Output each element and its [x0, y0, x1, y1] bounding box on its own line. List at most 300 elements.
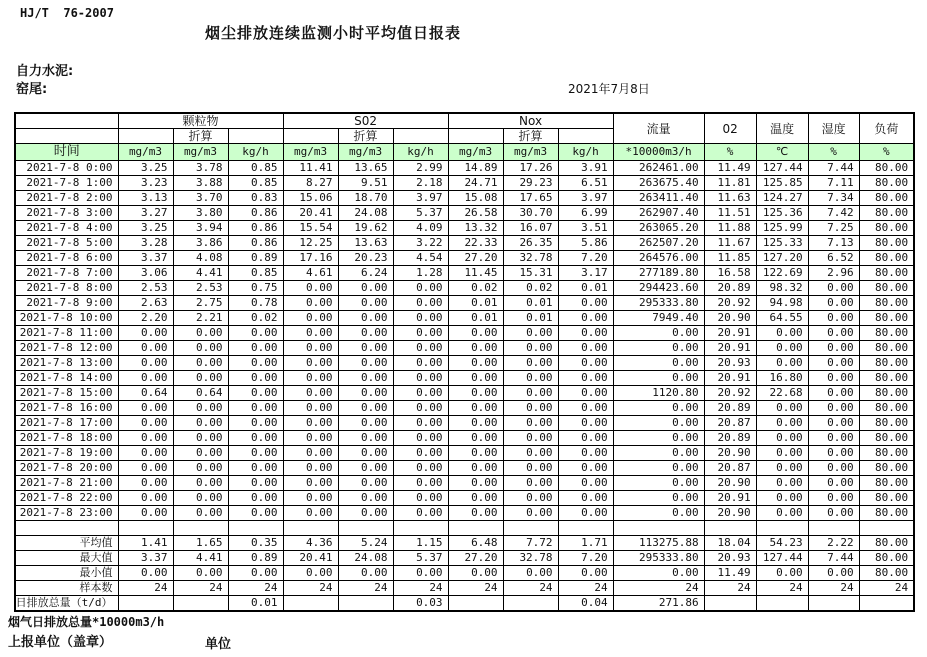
unit-cell: kg/h — [558, 144, 613, 161]
value-cell: 7.11 — [808, 176, 859, 191]
group-header-nox: Nox — [448, 113, 613, 129]
value-cell: 122.69 — [756, 266, 808, 281]
value-cell: 3.80 — [173, 206, 228, 221]
unit-label: 单位 — [205, 637, 232, 652]
value-cell: 0.00 — [283, 401, 338, 416]
empty-cell — [228, 521, 283, 536]
value-cell: 125.33 — [756, 236, 808, 251]
value-cell — [448, 596, 503, 612]
value-cell: 26.58 — [448, 206, 503, 221]
value-cell: 2.53 — [173, 281, 228, 296]
value-cell: 0.00 — [338, 446, 393, 461]
summary-label: 样本数 — [15, 581, 118, 596]
col-header-humidity: 湿度 — [808, 113, 859, 144]
table-row — [15, 311, 914, 326]
value-cell: 6.51 — [558, 176, 613, 191]
value-cell: 0.00 — [393, 356, 448, 371]
value-cell: 4.61 — [283, 266, 338, 281]
table-row — [15, 251, 914, 266]
unit-cell: mg/m3 — [448, 144, 503, 161]
value-cell: 125.85 — [756, 176, 808, 191]
value-cell: 0.00 — [808, 401, 859, 416]
summary-label: 最大值 — [15, 551, 118, 566]
subheader-converted-nox: 折算 — [503, 129, 558, 144]
summary-label: 日排放总量（t/d） — [15, 596, 118, 612]
table-row — [15, 506, 914, 521]
value-cell: 0.00 — [173, 416, 228, 431]
value-cell: 0.86 — [228, 221, 283, 236]
value-cell: 0.00 — [393, 371, 448, 386]
value-cell: 0.00 — [283, 341, 338, 356]
report-date: 2021年7月8日 — [568, 82, 650, 96]
value-cell: 24 — [613, 581, 704, 596]
value-cell: 3.78 — [173, 161, 228, 176]
time-cell: 2021-7-8 19:00 — [15, 446, 118, 461]
value-cell: 0.00 — [558, 356, 613, 371]
table-row — [15, 266, 914, 281]
value-cell: 80.00 — [859, 506, 914, 521]
value-cell: 0.02 — [228, 311, 283, 326]
flue-gas-total-note: 烟气日排放总量*10000m3/h — [8, 615, 165, 629]
value-cell: 0.00 — [808, 326, 859, 341]
time-cell: 2021-7-8 8:00 — [15, 281, 118, 296]
value-cell: 0.00 — [808, 506, 859, 521]
time-cell: 2021-7-8 23:00 — [15, 506, 118, 521]
time-cell: 2021-7-8 4:00 — [15, 221, 118, 236]
value-cell: 7.72 — [503, 536, 558, 551]
value-cell: 0.00 — [503, 476, 558, 491]
value-cell: 0.00 — [808, 431, 859, 446]
value-cell: 0.00 — [173, 401, 228, 416]
value-cell: 7.44 — [808, 551, 859, 566]
time-cell: 2021-7-8 16:00 — [15, 401, 118, 416]
value-cell: 4.41 — [173, 266, 228, 281]
table-row — [15, 206, 914, 221]
value-cell: 0.00 — [558, 326, 613, 341]
table-row — [15, 386, 914, 401]
value-cell: 1120.80 — [613, 386, 704, 401]
time-cell: 2021-7-8 20:00 — [15, 461, 118, 476]
value-cell: 3.25 — [118, 221, 173, 236]
value-cell: 4.36 — [283, 536, 338, 551]
value-cell: 3.70 — [173, 191, 228, 206]
value-cell: 1.28 — [393, 266, 448, 281]
value-cell: 0.00 — [173, 356, 228, 371]
value-cell: 0.00 — [448, 371, 503, 386]
value-cell: 1.65 — [173, 536, 228, 551]
value-cell: 0.00 — [448, 491, 503, 506]
time-cell: 2021-7-8 2:00 — [15, 191, 118, 206]
site-name: 窑尾: — [16, 82, 48, 97]
value-cell: 98.32 — [756, 281, 808, 296]
value-cell: 3.22 — [393, 236, 448, 251]
spacer-row — [15, 521, 914, 536]
summary-row — [15, 551, 914, 566]
value-cell: 64.55 — [756, 311, 808, 326]
value-cell: 24.71 — [448, 176, 503, 191]
value-cell: 0.00 — [118, 326, 173, 341]
value-cell: 0.00 — [393, 296, 448, 311]
unit-cell: mg/m3 — [338, 144, 393, 161]
value-cell: 0.00 — [448, 341, 503, 356]
value-cell: 0.75 — [228, 281, 283, 296]
value-cell: 0.00 — [756, 431, 808, 446]
value-cell: 0.00 — [228, 506, 283, 521]
value-cell — [756, 596, 808, 612]
value-cell: 24 — [859, 581, 914, 596]
value-cell: 2.20 — [118, 311, 173, 326]
value-cell — [338, 596, 393, 612]
value-cell: 0.00 — [503, 566, 558, 581]
value-cell: 5.37 — [393, 551, 448, 566]
value-cell: 80.00 — [859, 296, 914, 311]
value-cell: 30.70 — [503, 206, 558, 221]
value-cell: 295333.80 — [613, 296, 704, 311]
subheader-converted-so2: 折算 — [338, 129, 393, 144]
value-cell: 0.00 — [613, 566, 704, 581]
col-header-load: 负荷 — [859, 113, 914, 144]
unit-cell: % — [704, 144, 756, 161]
value-cell: 80.00 — [859, 386, 914, 401]
value-cell: 271.86 — [613, 596, 704, 612]
value-cell: 24 — [756, 581, 808, 596]
value-cell: 80.00 — [859, 461, 914, 476]
value-cell: 0.00 — [393, 416, 448, 431]
value-cell: 0.00 — [613, 476, 704, 491]
col-header-flow: 流量 — [613, 113, 704, 144]
value-cell: 20.91 — [704, 371, 756, 386]
unit-cell: mg/m3 — [503, 144, 558, 161]
value-cell: 0.00 — [338, 476, 393, 491]
time-cell: 2021-7-8 0:00 — [15, 161, 118, 176]
unit-cell: % — [859, 144, 914, 161]
value-cell: 2.99 — [393, 161, 448, 176]
value-cell: 0.00 — [558, 446, 613, 461]
value-cell: 0.64 — [173, 386, 228, 401]
value-cell: 3.97 — [393, 191, 448, 206]
value-cell: 0.00 — [338, 311, 393, 326]
value-cell: 5.37 — [393, 206, 448, 221]
value-cell: 0.00 — [503, 506, 558, 521]
value-cell: 0.00 — [393, 431, 448, 446]
value-cell: 0.00 — [393, 461, 448, 476]
value-cell: 0.00 — [338, 401, 393, 416]
standard-number: HJ/T 76-2007 — [20, 6, 114, 20]
value-cell: 2.21 — [173, 311, 228, 326]
value-cell: 0.01 — [448, 296, 503, 311]
summary-row — [15, 536, 914, 551]
value-cell: 80.00 — [859, 536, 914, 551]
table-row — [15, 356, 914, 371]
empty-cell — [558, 521, 613, 536]
value-cell: 0.00 — [338, 296, 393, 311]
value-cell: 3.37 — [118, 551, 173, 566]
value-cell: 3.23 — [118, 176, 173, 191]
value-cell: 0.89 — [228, 251, 283, 266]
value-cell: 0.00 — [448, 506, 503, 521]
value-cell: 7.25 — [808, 221, 859, 236]
summary-row — [15, 566, 914, 581]
value-cell: 20.91 — [704, 341, 756, 356]
value-cell: 0.00 — [118, 506, 173, 521]
value-cell: 0.00 — [283, 326, 338, 341]
value-cell: 0.00 — [118, 416, 173, 431]
value-cell: 263675.40 — [613, 176, 704, 191]
value-cell: 0.00 — [228, 566, 283, 581]
value-cell: 16.58 — [704, 266, 756, 281]
value-cell: 80.00 — [859, 401, 914, 416]
value-cell: 0.00 — [756, 356, 808, 371]
empty-cell — [808, 521, 859, 536]
value-cell: 0.00 — [808, 371, 859, 386]
header-row-units — [15, 144, 914, 161]
value-cell: 17.16 — [283, 251, 338, 266]
empty-cell — [283, 521, 338, 536]
empty-cell — [173, 521, 228, 536]
col-header-o2: 02 — [704, 113, 756, 144]
value-cell: 80.00 — [859, 191, 914, 206]
table-row — [15, 341, 914, 356]
value-cell: 7.13 — [808, 236, 859, 251]
page-title: 烟尘排放连续监测小时平均值日报表 — [205, 24, 462, 42]
value-cell: 2.18 — [393, 176, 448, 191]
value-cell: 0.00 — [228, 326, 283, 341]
value-cell: 0.00 — [503, 416, 558, 431]
report-table — [14, 112, 915, 612]
value-cell: 0.00 — [393, 341, 448, 356]
value-cell: 0.00 — [173, 461, 228, 476]
value-cell: 20.23 — [338, 251, 393, 266]
empty-cell — [756, 521, 808, 536]
value-cell: 0.00 — [448, 416, 503, 431]
value-cell: 24 — [448, 581, 503, 596]
value-cell: 80.00 — [859, 566, 914, 581]
value-cell: 127.20 — [756, 251, 808, 266]
value-cell: 80.00 — [859, 221, 914, 236]
value-cell: 11.49 — [704, 566, 756, 581]
value-cell: 3.86 — [173, 236, 228, 251]
value-cell: 1.15 — [393, 536, 448, 551]
value-cell: 20.89 — [704, 401, 756, 416]
value-cell: 0.00 — [503, 431, 558, 446]
value-cell: 0.00 — [283, 371, 338, 386]
value-cell: 0.00 — [613, 506, 704, 521]
value-cell: 11.45 — [448, 266, 503, 281]
time-cell: 2021-7-8 6:00 — [15, 251, 118, 266]
value-cell: 20.92 — [704, 296, 756, 311]
value-cell: 13.32 — [448, 221, 503, 236]
value-cell: 6.99 — [558, 206, 613, 221]
value-cell: 94.98 — [756, 296, 808, 311]
value-cell: 16.80 — [756, 371, 808, 386]
value-cell — [173, 596, 228, 612]
value-cell: 3.17 — [558, 266, 613, 281]
value-cell: 0.00 — [173, 341, 228, 356]
value-cell: 3.37 — [118, 251, 173, 266]
value-cell: 0.00 — [228, 341, 283, 356]
value-cell: 20.90 — [704, 311, 756, 326]
value-cell: 0.00 — [338, 341, 393, 356]
value-cell: 17.65 — [503, 191, 558, 206]
value-cell: 6.24 — [338, 266, 393, 281]
value-cell: 24 — [393, 581, 448, 596]
time-column-header: 时间 — [15, 144, 118, 161]
value-cell: 20.93 — [704, 356, 756, 371]
value-cell: 80.00 — [859, 281, 914, 296]
value-cell: 0.00 — [338, 386, 393, 401]
value-cell: 0.00 — [283, 416, 338, 431]
value-cell: 0.00 — [558, 461, 613, 476]
value-cell: 0.78 — [228, 296, 283, 311]
value-cell: 3.88 — [173, 176, 228, 191]
value-cell: 3.27 — [118, 206, 173, 221]
value-cell: 0.00 — [808, 566, 859, 581]
value-cell — [808, 596, 859, 612]
value-cell: 0.00 — [613, 401, 704, 416]
value-cell: 11.85 — [704, 251, 756, 266]
value-cell: 125.99 — [756, 221, 808, 236]
value-cell: 0.00 — [613, 431, 704, 446]
empty-cell — [448, 521, 503, 536]
value-cell: 24 — [808, 581, 859, 596]
value-cell: 15.08 — [448, 191, 503, 206]
unit-cell: % — [808, 144, 859, 161]
value-cell: 0.01 — [228, 596, 283, 612]
value-cell: 80.00 — [859, 371, 914, 386]
header-row-groups — [15, 113, 914, 129]
value-cell: 0.00 — [338, 461, 393, 476]
reporting-unit-label: 上报单位（盖章） — [8, 635, 113, 650]
value-cell: 11.88 — [704, 221, 756, 236]
table-row — [15, 221, 914, 236]
value-cell: 0.00 — [613, 416, 704, 431]
value-cell: 0.00 — [558, 416, 613, 431]
value-cell: 24 — [228, 581, 283, 596]
value-cell: 0.00 — [393, 401, 448, 416]
value-cell: 0.00 — [558, 566, 613, 581]
table-row — [15, 176, 914, 191]
value-cell: 0.00 — [503, 491, 558, 506]
table-row — [15, 371, 914, 386]
value-cell: 0.04 — [558, 596, 613, 612]
value-cell: 0.00 — [283, 386, 338, 401]
value-cell: 0.00 — [228, 491, 283, 506]
value-cell: 0.35 — [228, 536, 283, 551]
value-cell: 113275.88 — [613, 536, 704, 551]
value-cell: 0.00 — [173, 431, 228, 446]
table-row — [15, 446, 914, 461]
value-cell: 24 — [173, 581, 228, 596]
value-cell: 127.44 — [756, 551, 808, 566]
value-cell: 0.86 — [228, 236, 283, 251]
value-cell — [283, 596, 338, 612]
value-cell: 0.00 — [338, 371, 393, 386]
value-cell: 0.00 — [228, 401, 283, 416]
header-empty-cell — [15, 113, 118, 129]
value-cell: 0.00 — [338, 431, 393, 446]
value-cell: 0.00 — [228, 356, 283, 371]
value-cell: 125.36 — [756, 206, 808, 221]
value-cell: 20.90 — [704, 506, 756, 521]
empty-cell — [118, 521, 173, 536]
value-cell: 6.48 — [448, 536, 503, 551]
value-cell: 0.00 — [808, 311, 859, 326]
unit-cell: *10000m3/h — [613, 144, 704, 161]
empty-cell — [393, 521, 448, 536]
value-cell: 0.00 — [808, 446, 859, 461]
value-cell — [704, 596, 756, 612]
value-cell: 15.06 — [283, 191, 338, 206]
value-cell: 54.23 — [756, 536, 808, 551]
value-cell: 0.00 — [613, 491, 704, 506]
value-cell: 0.00 — [283, 506, 338, 521]
value-cell: 4.08 — [173, 251, 228, 266]
value-cell: 0.86 — [228, 206, 283, 221]
table-row — [15, 281, 914, 296]
value-cell: 24 — [338, 581, 393, 596]
value-cell: 0.00 — [173, 476, 228, 491]
value-cell: 4.54 — [393, 251, 448, 266]
value-cell: 0.00 — [228, 431, 283, 446]
value-cell: 24 — [558, 581, 613, 596]
value-cell: 0.00 — [118, 401, 173, 416]
value-cell: 0.00 — [228, 371, 283, 386]
value-cell: 20.91 — [704, 491, 756, 506]
value-cell: 263065.20 — [613, 221, 704, 236]
value-cell: 0.83 — [228, 191, 283, 206]
value-cell: 0.00 — [613, 446, 704, 461]
value-cell: 13.65 — [338, 161, 393, 176]
value-cell: 24 — [704, 581, 756, 596]
value-cell: 0.00 — [448, 566, 503, 581]
value-cell: 20.87 — [704, 461, 756, 476]
value-cell: 277189.80 — [613, 266, 704, 281]
value-cell: 127.44 — [756, 161, 808, 176]
value-cell: 0.00 — [613, 461, 704, 476]
value-cell: 0.00 — [338, 281, 393, 296]
header-empty-cell — [15, 129, 118, 144]
value-cell: 80.00 — [859, 251, 914, 266]
value-cell: 20.90 — [704, 476, 756, 491]
subheader-converted-pm: 折算 — [173, 129, 228, 144]
value-cell: 0.01 — [503, 296, 558, 311]
value-cell: 0.00 — [118, 371, 173, 386]
value-cell: 0.00 — [558, 401, 613, 416]
value-cell: 0.00 — [558, 341, 613, 356]
value-cell: 80.00 — [859, 266, 914, 281]
empty-cell — [15, 521, 118, 536]
value-cell: 0.01 — [503, 311, 558, 326]
value-cell: 8.27 — [283, 176, 338, 191]
value-cell: 0.00 — [503, 371, 558, 386]
value-cell: 0.00 — [448, 476, 503, 491]
value-cell: 20.89 — [704, 431, 756, 446]
value-cell: 0.00 — [118, 356, 173, 371]
value-cell: 3.25 — [118, 161, 173, 176]
value-cell: 7.20 — [558, 551, 613, 566]
value-cell: 6.52 — [808, 251, 859, 266]
value-cell: 0.00 — [173, 506, 228, 521]
time-cell: 2021-7-8 5:00 — [15, 236, 118, 251]
value-cell: 0.00 — [118, 491, 173, 506]
value-cell: 22.68 — [756, 386, 808, 401]
value-cell: 0.00 — [393, 476, 448, 491]
value-cell: 15.54 — [283, 221, 338, 236]
table-row — [15, 296, 914, 311]
unit-cell: mg/m3 — [118, 144, 173, 161]
value-cell: 0.00 — [503, 356, 558, 371]
value-cell: 1.41 — [118, 536, 173, 551]
